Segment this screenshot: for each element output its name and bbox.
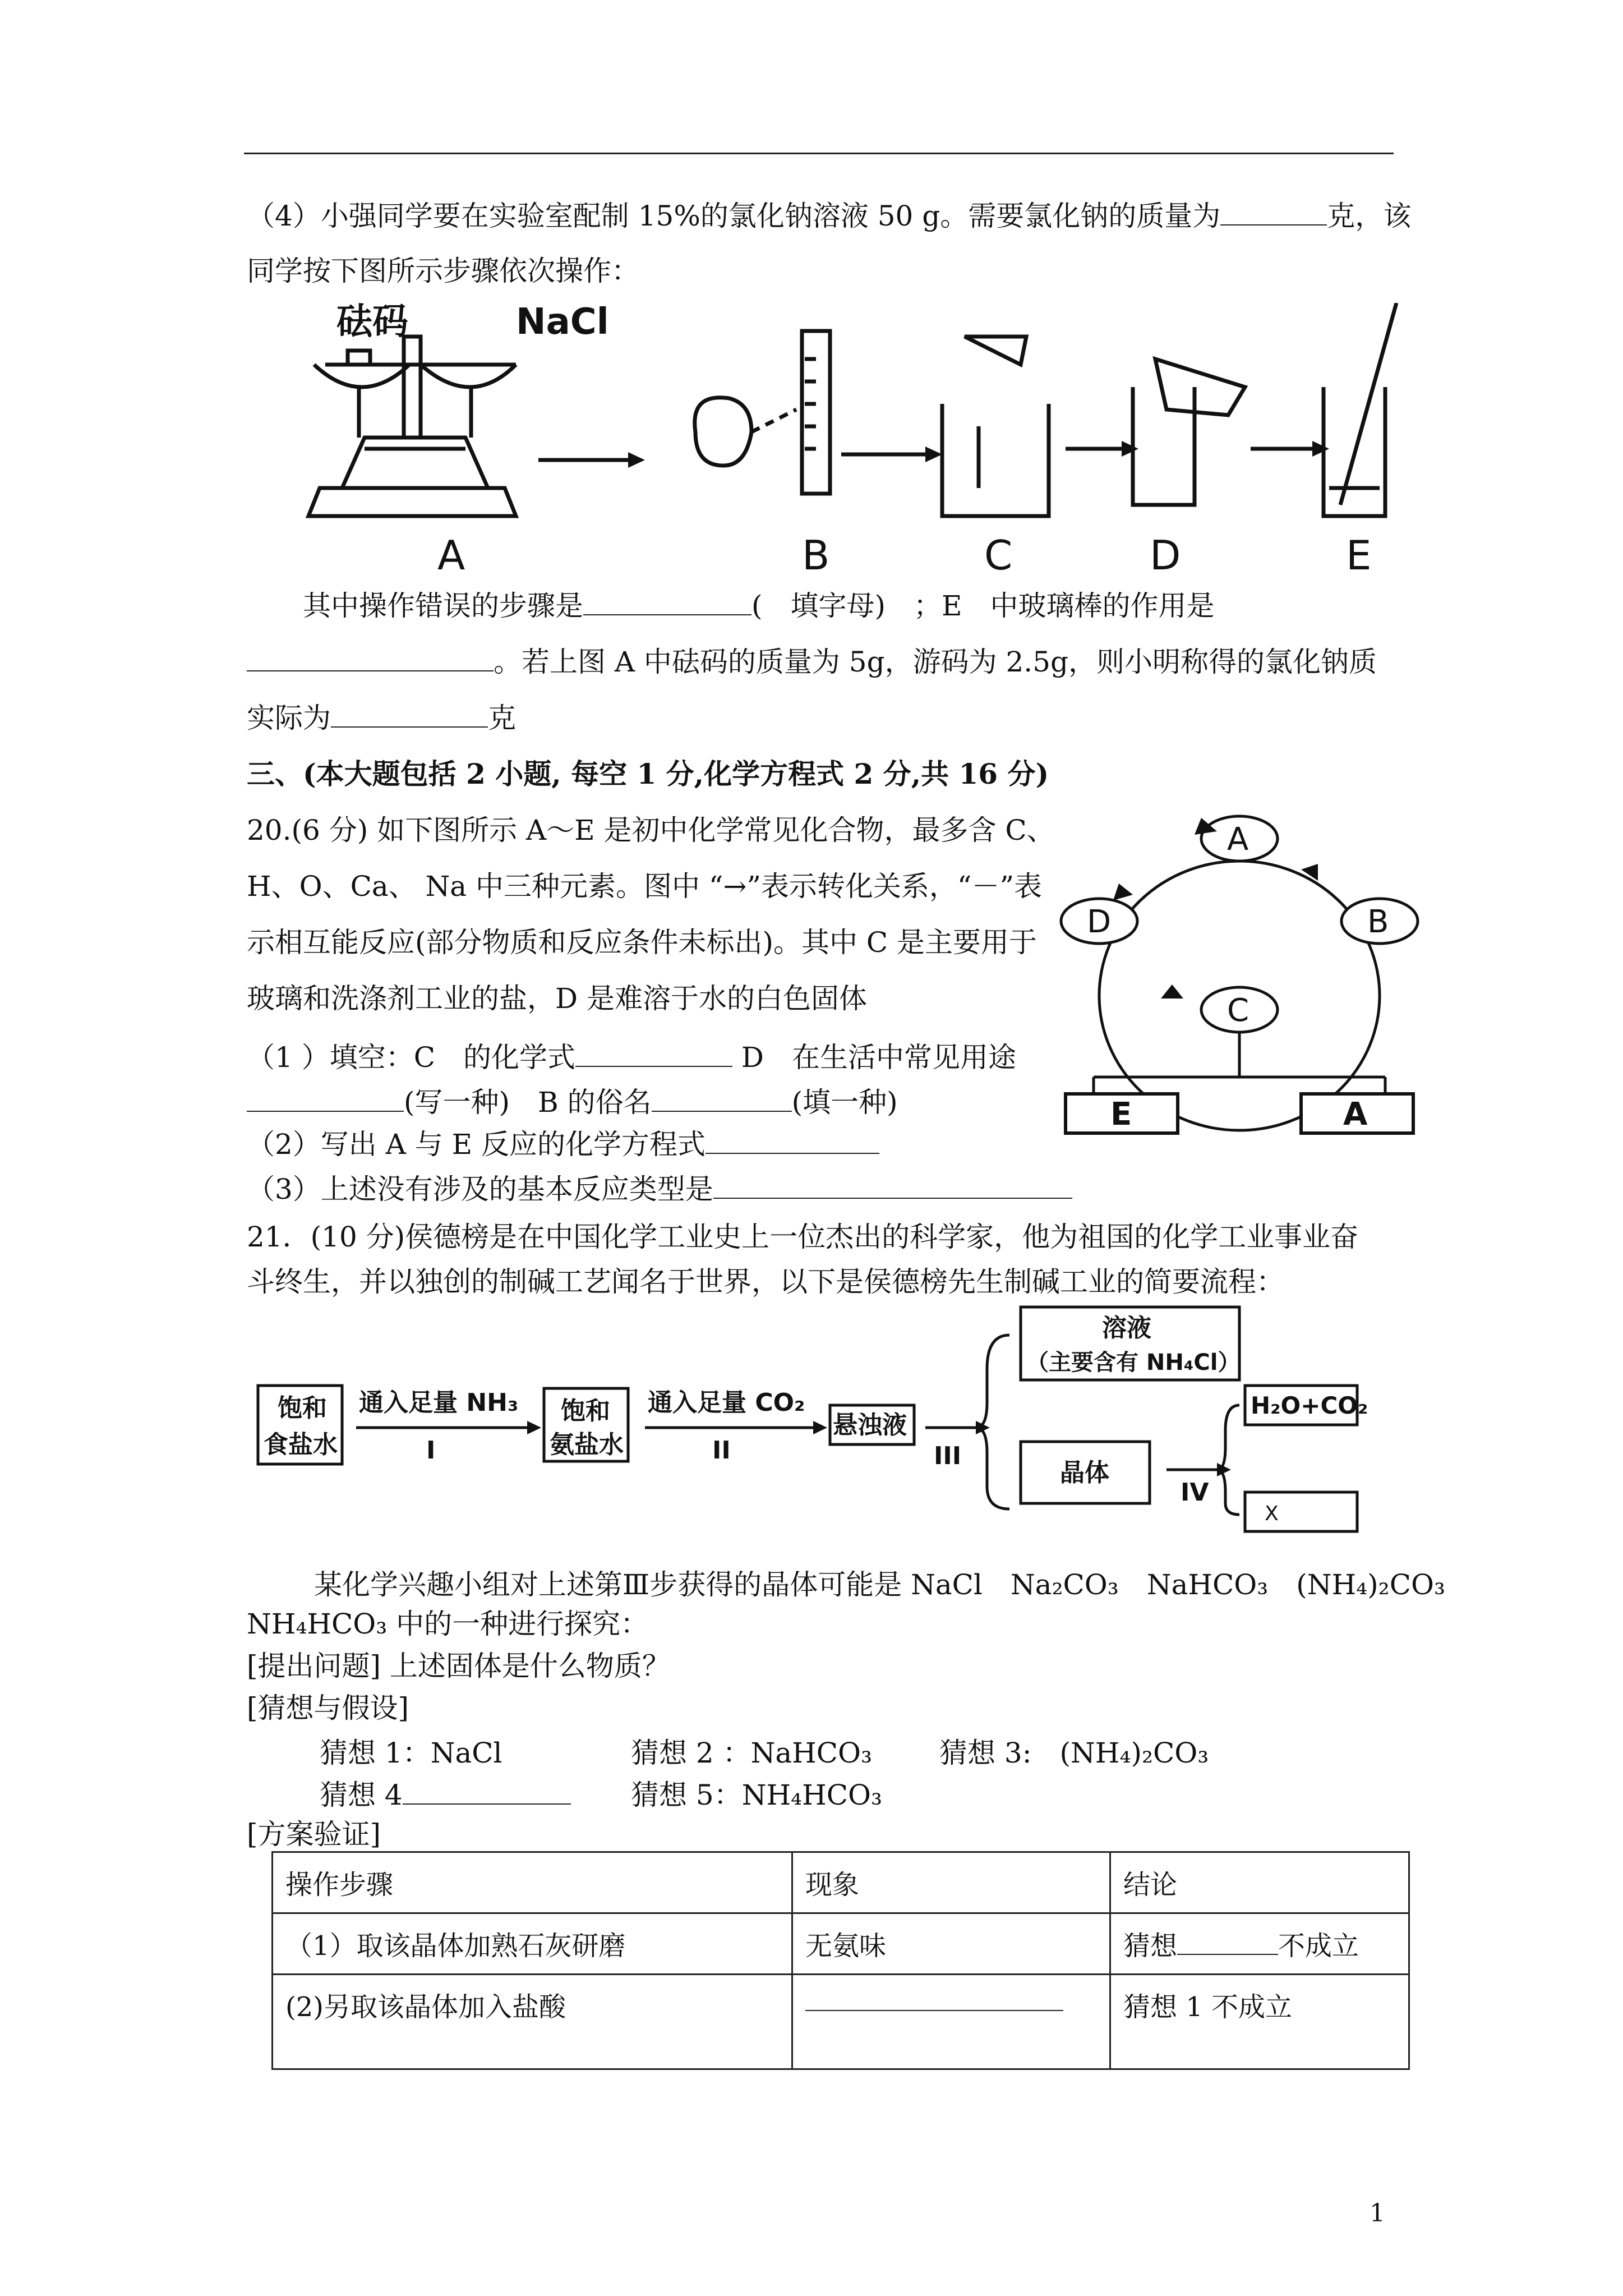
section-3-title: 三、(本大题包括 2 小题, 每空 1 分,化学方程式 2 分,共 16 分) (247, 757, 1049, 790)
svg-text:II: II (712, 1436, 731, 1465)
hypothesis-4: 猜想 4 (320, 1775, 571, 1815)
q21-line1: 21．(10 分)侯德榜是在中国化学工业史上一位杰出的科学家，他为祖国的化学工业事业奋 (247, 1221, 1359, 1253)
q20-line2: H、O、Ca、 Na 中三种元素。图中 “→”表示转化关系，“－”表 (247, 870, 1043, 903)
hypothesis-5: 猜想 5：NH₄HCO₃ (631, 1779, 882, 1811)
answer-blank[interactable] (331, 702, 488, 728)
q21-para2: NH₄HCO₃ 中的一种进行探究： (247, 1608, 649, 1640)
svg-text:I: I (426, 1436, 436, 1465)
table-row: (2)另取该晶体加入盐酸 猜想 1 不成立 (273, 1975, 1409, 2069)
answer-blank[interactable] (713, 1173, 1072, 1199)
svg-text:饱和: 饱和 (278, 1394, 327, 1423)
q20-line6: (写一种) B 的俗名 (填一种) (247, 1083, 898, 1122)
q21-line2: 斗终生，并以独创的制碱工艺闻名于世界，以下是侯德榜先生制碱工业的简要流程： (247, 1266, 1284, 1298)
q19-line4: 。若上图 A 中砝码的质量为 5g，游码为 2.5g，则小明称得的氯化钠质 (247, 642, 1377, 682)
answer-blank[interactable] (1177, 1929, 1278, 1955)
hypothesis-2: 猜想 2 ：NaHCO₃ (631, 1737, 873, 1769)
hou-process-flowchart (247, 1301, 1424, 1543)
step-label-b: B (802, 532, 830, 579)
q21-para1: 某化学兴趣小组对上述第Ⅲ步获得的晶体可能是 NaCl Na₂CO₃ NaHCO₃ (NH₄)₂CO₃ (314, 1568, 1446, 1601)
answer-blank[interactable] (403, 1779, 571, 1805)
svg-text:A: A (1227, 821, 1249, 858)
svg-text:通入足量 CO₂: 通入足量 CO₂ (648, 1388, 805, 1417)
svg-text:C: C (1227, 992, 1249, 1029)
svg-text:氨盐水: 氨盐水 (550, 1430, 624, 1459)
answer-blank[interactable] (652, 1086, 792, 1112)
svg-text:（主要含有 NH₄Cl）: （主要含有 NH₄Cl） (1026, 1350, 1241, 1375)
plan-label: [方案验证] (247, 1818, 381, 1851)
q20-line5: （1 ）填空：C 的化学式 D 在生活中常见用途 (247, 1041, 1016, 1074)
page-number: 1 (1370, 2199, 1385, 2228)
svg-text:B: B (1367, 904, 1389, 940)
answer-blank[interactable] (1220, 200, 1327, 226)
svg-text:饱和: 饱和 (561, 1397, 610, 1425)
q20-line1: 20.(6 分) 如下图所示 A～E 是初中化学常见化合物，最多含 C、 (247, 814, 1055, 846)
header-rule (244, 153, 1394, 154)
q19-line1: （4）小强同学要在实验室配制 15%的氯化钠溶液 50 g。需要氯化钠的质量为 克，该 (247, 200, 1412, 232)
answer-blank[interactable] (805, 1985, 1063, 2011)
svg-text:D: D (1087, 904, 1112, 940)
q19-line2: 同学按下图所示步骤依次操作： (247, 255, 639, 287)
hypothesis-3: 猜想 3: (NH₄)₂CO₃ (939, 1737, 1209, 1769)
svg-text:溶液: 溶液 (1102, 1314, 1151, 1342)
step-label-e: E (1346, 532, 1372, 579)
weights-label: 砝码 (336, 303, 408, 343)
solution-preparation-figure (303, 303, 1424, 583)
q19-line3: 其中操作错误的步骤是 ( 填字母) ；E 中玻璃棒的作用是 (303, 590, 1215, 622)
q20-line3: 示相互能反应(部分物质和反应条件未标出)。其中 C 是主要用于 (247, 926, 1038, 959)
q20-line8: （3）上述没有涉及的基本反应类型是 (247, 1170, 1072, 1209)
svg-text:IV: IV (1181, 1478, 1209, 1507)
q20-line4: 玻璃和洗涤剂工业的盐，D 是难溶于水的白色固体 (247, 982, 867, 1015)
svg-text:III: III (934, 1442, 962, 1470)
svg-text:食盐水: 食盐水 (264, 1430, 338, 1459)
table-row: （1）取该晶体加熟石灰研磨 无氨味 猜想 不成立 (273, 1913, 1409, 1975)
step-label-a: A (437, 532, 465, 579)
q19-line5: 实际为 克 (247, 702, 516, 734)
hypothesis-1: 猜想 1：NaCl (320, 1737, 502, 1769)
svg-text:A: A (1343, 1096, 1368, 1133)
svg-text:晶体: 晶体 (1060, 1458, 1109, 1487)
answer-blank[interactable] (706, 1128, 879, 1154)
q20-line7: （2）写出 A 与 E 反应的化学方程式 (247, 1125, 879, 1164)
answer-blank[interactable] (583, 590, 751, 615)
answer-blank[interactable] (247, 646, 494, 671)
hypothesis-label: [猜想与假设] (247, 1692, 409, 1724)
nacl-label: NaCl (516, 303, 609, 343)
svg-text:H₂O+CO₂: H₂O+CO₂ (1251, 1392, 1368, 1419)
step-label-c: C (984, 532, 1013, 579)
svg-text:E: E (1110, 1096, 1132, 1133)
answer-blank[interactable] (247, 1086, 404, 1112)
svg-text:X: X (1265, 1502, 1279, 1525)
table-header-row: 操作步骤 现象 结论 (273, 1852, 1409, 1913)
verification-table (271, 1851, 1410, 2070)
question-label: [提出问题] 上述固体是什么物质？ (247, 1650, 670, 1682)
step-label-d: D (1150, 532, 1181, 579)
answer-blank[interactable] (575, 1041, 732, 1067)
q20-relation-diagram (1054, 797, 1436, 1156)
svg-text:悬浊液: 悬浊液 (833, 1411, 907, 1439)
svg-text:通入足量 NH₃: 通入足量 NH₃ (359, 1388, 519, 1417)
